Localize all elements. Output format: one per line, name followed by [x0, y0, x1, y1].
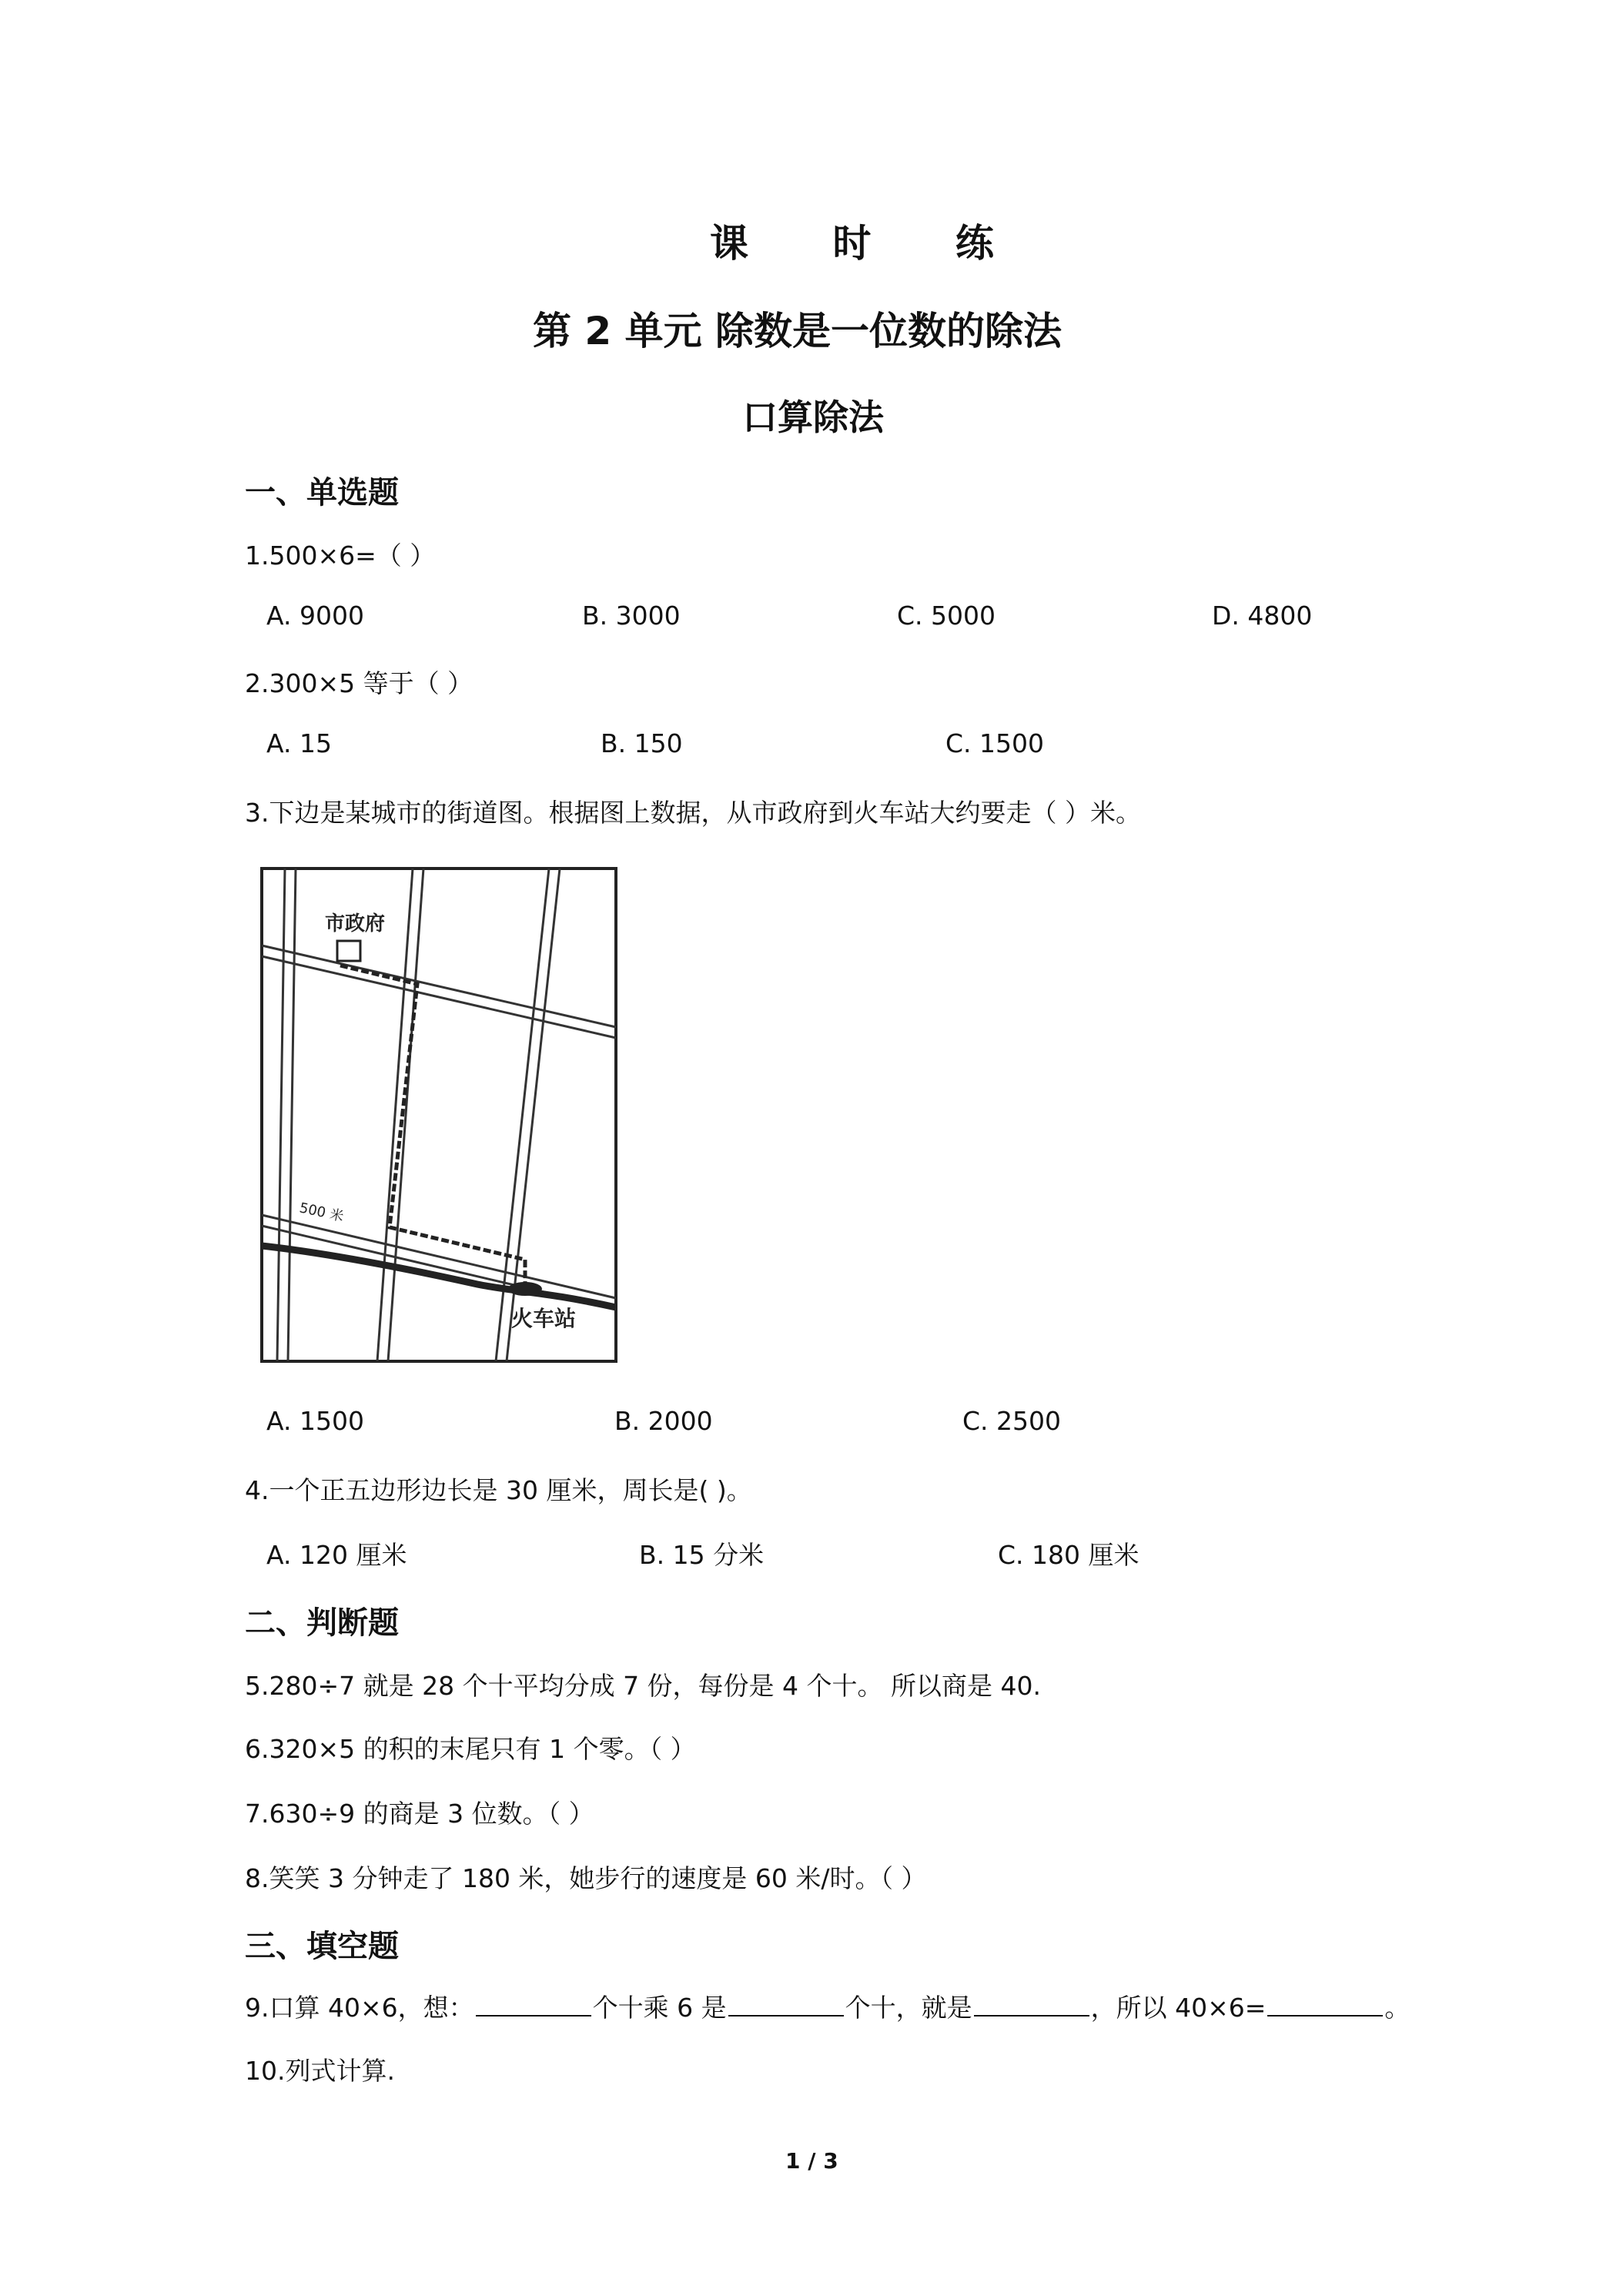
q3-option-c[interactable]: C. 2500 — [962, 1406, 1062, 1436]
q1-option-d[interactable]: D. 4800 — [1212, 601, 1313, 631]
street-map-figure — [254, 861, 624, 1369]
page-number: 1 / 3 — [785, 2148, 838, 2174]
q1-option-b[interactable]: B. 3000 — [582, 601, 681, 631]
section-heading-true-false: 二、判断题 — [245, 1605, 399, 1641]
question-5: 5.280÷7 就是 28 个十平均分成 7 份，每份是 4 个十。 所以商是 40. — [245, 1671, 1041, 1701]
q2-option-a[interactable]: A. 15 — [266, 728, 332, 758]
question-7: 7.630÷9 的商是 3 位数。（ ） — [245, 1799, 594, 1829]
q2-option-b[interactable]: B. 150 — [601, 728, 683, 758]
question-9 — [245, 1988, 1410, 2024]
unit-title: 第 2 单元 除数是一位数的除法 — [533, 309, 1062, 353]
station-marker — [508, 1282, 542, 1296]
page-title: 课 时 练 — [710, 221, 1029, 266]
q3-option-b[interactable]: B. 2000 — [614, 1406, 713, 1436]
q2-option-c[interactable]: C. 1500 — [945, 728, 1045, 758]
lesson-title: 口算除法 — [742, 397, 884, 438]
question-10: 10.列式计算. — [245, 2056, 395, 2086]
q1-option-a[interactable]: A. 9000 — [266, 601, 364, 631]
city-hall-label: 市政府 — [325, 912, 386, 935]
q9-part-1: 9.口算 40×6，想： — [245, 1993, 474, 2023]
q9-part-3: 个十，就是 — [845, 1993, 972, 2023]
question-6: 6.320×5 的积的末尾只有 1 个零。（ ） — [245, 1734, 696, 1764]
q9-part-5: 。 — [1384, 1993, 1411, 2023]
map-border — [262, 869, 616, 1361]
q9-part-4: ，所以 40×6= — [1090, 1993, 1267, 2023]
distance-label: 500 米 — [297, 1200, 346, 1225]
q9-part-2: 个十乘 6 是 — [592, 1993, 727, 2023]
city-hall-marker — [337, 941, 360, 961]
section-heading-single-choice: 一、单选题 — [245, 475, 399, 510]
q4-option-c[interactable]: C. 180 厘米 — [998, 1540, 1139, 1570]
question-4: 4.一个正五边形边长是 30 厘米，周长是( )。 — [245, 1475, 752, 1505]
q9-blank-3[interactable] — [974, 1992, 1089, 2017]
q9-blank-4[interactable] — [1267, 1992, 1383, 2017]
q4-option-a[interactable]: A. 120 厘米 — [266, 1540, 407, 1570]
q3-option-a[interactable]: A. 1500 — [266, 1406, 364, 1436]
q9-blank-2[interactable] — [728, 1992, 844, 2017]
question-3: 3.下边是某城市的街道图。根据图上数据，从市政府到火车站大约要走（ ）米。 — [245, 798, 1141, 828]
q9-blank-1[interactable] — [476, 1992, 591, 2017]
question-1: 1.500×6=（ ） — [245, 541, 436, 571]
q4-option-b[interactable]: B. 15 分米 — [639, 1540, 765, 1570]
question-8: 8.笑笑 3 分钟走了 180 米，她步行的速度是 60 米/时。（ ） — [245, 1863, 927, 1893]
q1-option-c[interactable]: C. 5000 — [897, 601, 996, 631]
station-label: 火车站 — [511, 1306, 577, 1331]
section-heading-fill-in: 三、填空题 — [245, 1929, 399, 1964]
question-2: 2.300×5 等于（ ） — [245, 668, 474, 698]
